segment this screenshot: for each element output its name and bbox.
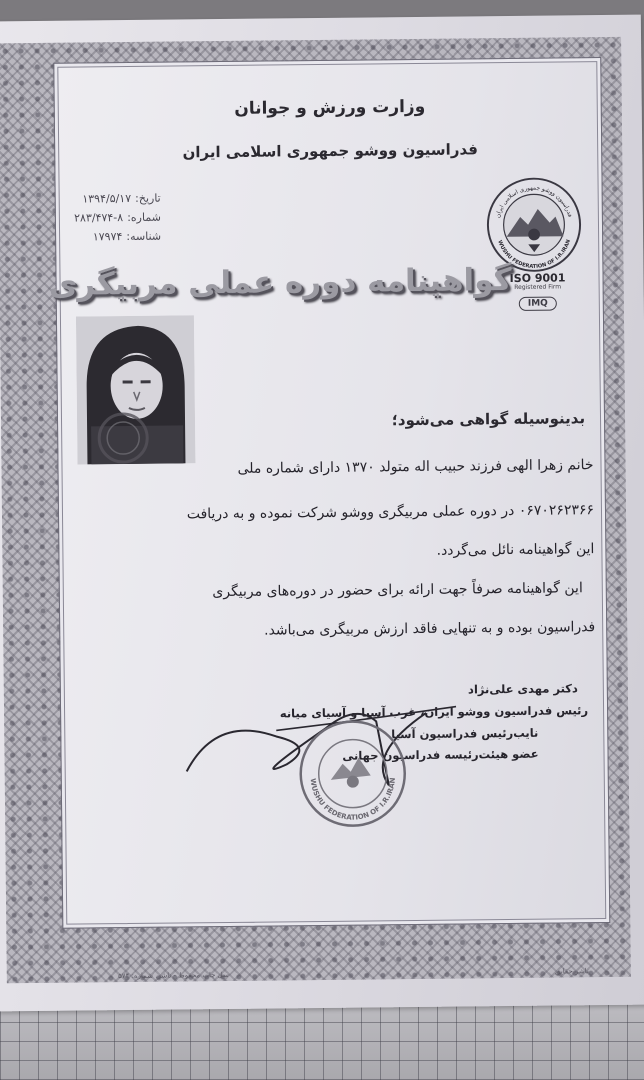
date-label: تاریخ: [135,191,161,205]
emblem-text-fa: فدراسیون ووشو جمهوری اسلامی ایران [495,185,573,219]
imq-logo: IMQ [519,297,557,311]
stamp-text: WUSHU FEDERATION OF I.R.IRAN [308,777,397,822]
federation-emblem [484,175,583,274]
iso-subtitle: Registered Firm [514,283,562,291]
federation-heading: فدراسیون ووشو جمهوری اسلامی ایران [182,140,478,162]
iso-title: ISO 9001 [509,271,566,286]
date-value: ۱۳۹۴/۵/۱۷ [82,191,132,206]
portrait-photo [76,315,196,464]
meta-number [51,211,161,225]
number-value: ۸-۲۸۳/۴۷۴ [74,211,124,225]
ministry-heading: وزارت ورزش و جوانان [234,96,426,119]
signatory-role-2: نایب‌رئیس فدراسیون آسیا [391,725,539,742]
meta-id [51,230,161,244]
id-label: شناسه: [126,229,162,244]
signatory-role-3: عضو هیئت‌رئیسه فدراسیون جهانی [342,746,539,763]
signatory-role-1: رئیس فدراسیون ووشو ایران، غرب آسیا و آسیای میانه [279,703,589,721]
footer-right-note: ناشر حقایق [554,967,589,976]
meta-date [51,192,161,206]
certificate-line-1: خانم زهرا الهی فرزند حبیب اله متولد ۱۳۷۰ دارای شماره ملی [237,457,594,477]
certificate-line-5: فدراسیون بوده و به تنهایی فاقد ارزش مربیگری می‌باشد. [263,619,596,639]
certificate-line-3: این گواهینامه نائل می‌گردد. [436,541,595,559]
certificate-sheet [0,15,644,1012]
floor-background [0,1000,644,1080]
signatory-name: دکتر مهدی علی‌نژاد [467,681,578,697]
certificate-title: گواهینامه دوره عملی مربیگری [48,261,512,303]
id-value: ۱۷۹۷۴ [92,230,123,244]
federation-stamp [296,717,409,830]
certificate-line-4: این گواهینامه صرفاً جهت ارائه برای حضور در دوره‌های مربیگری [212,580,583,601]
certificate-line-2: ۰۶۷۰۲۶۲۳۶۶ در دوره عملی مربیگری ووشو شرکت نموده و به دریافت [186,502,595,523]
footer-left-note: سل چاپ محفوظ - ناشر. شماره: ۵۷۴ [118,970,229,981]
emblem-text-en: WUSHU FEDERATION OF I.R.IRAN [496,238,573,270]
certificate-greeting: بدینوسیله گواهی می‌شود؛ [391,409,586,430]
number-label: شماره: [127,210,161,225]
